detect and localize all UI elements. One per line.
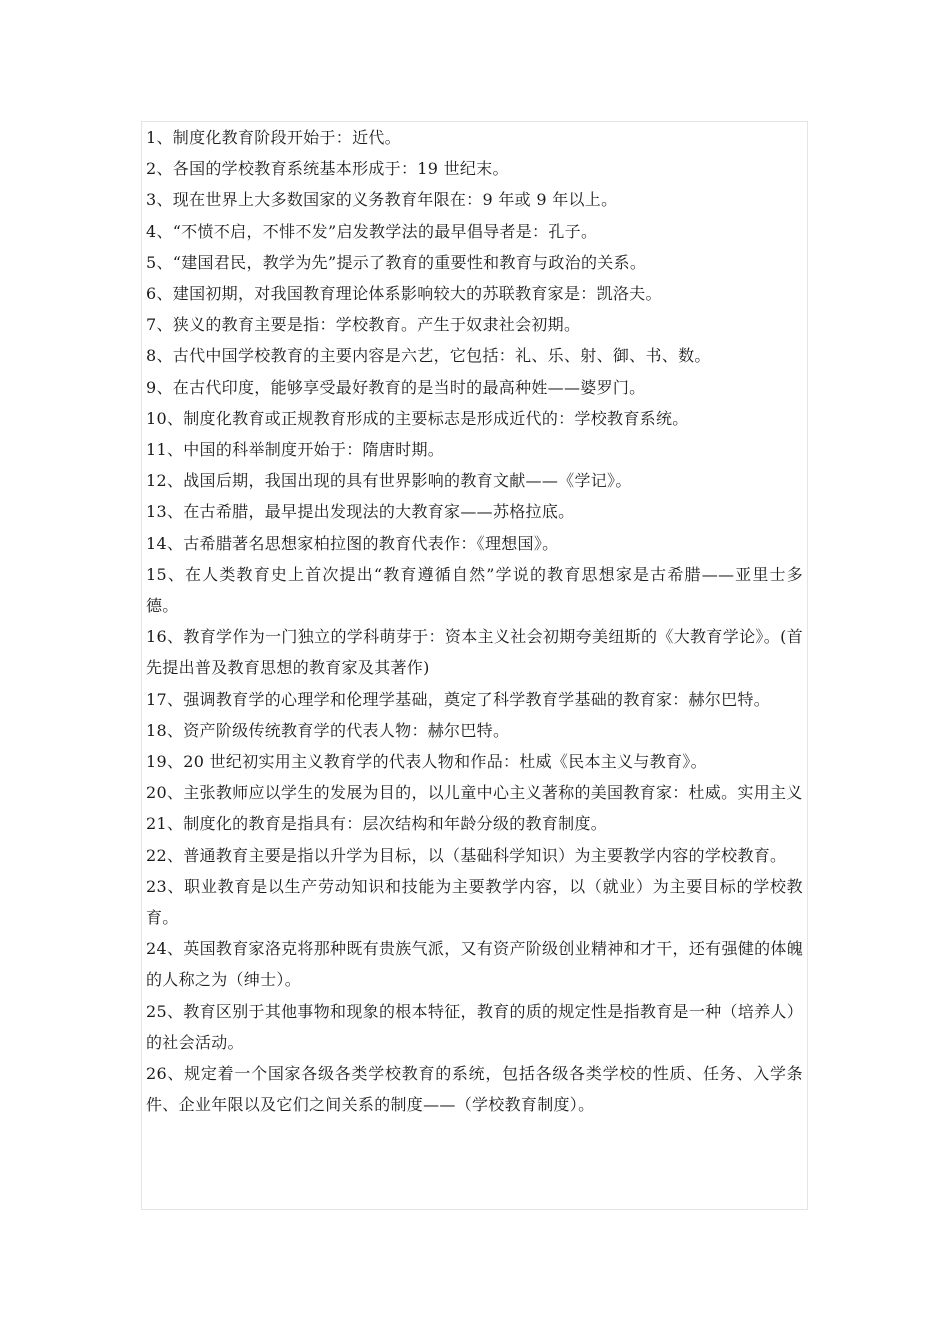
list-item: 9、在古代印度，能够享受最好教育的是当时的最高种姓——婆罗门。 [146,377,646,397]
list-item: 17、强调教育学的心理学和伦理学基础，奠定了科学教育学基础的教育家：赫尔巴特。 [146,689,771,709]
list-item: 4、“不愤不启，不悱不发”启发教学法的最早倡导者是：孔子。 [146,221,598,241]
list-item: 16、教育学作为一门独立的学科萌芽于：资本主义社会初期夸美纽斯的《大教育学论》。(首先提出普及教育思想的教育家及其著作) [146,627,803,678]
list-item: 2、各国的学校教育系统基本形成于：19 世纪末。 [146,159,509,179]
list-item: 19、20 世纪初实用主义教育学的代表人物和作品：杜威《民本主义与教育》。 [146,752,707,772]
document-text-box [141,121,808,1210]
list-item: 6、建国初期，对我国教育理论体系影响较大的苏联教育家是：凯洛夫。 [146,284,662,304]
list-item: 10、制度化教育或正规教育形成的主要标志是形成近代的：学校教育系统。 [146,408,689,428]
list-item: 7、狭义的教育主要是指：学校教育。产生于奴隶社会初期。 [146,315,581,335]
list-item: 24、英国教育家洛克将那种既有贵族气派，又有资产阶级创业精神和才干，还有强健的体魄的人称之为（绅士）。 [146,939,803,990]
list-item: 25、教育区别于其他事物和现象的根本特征，教育的质的规定性是指教育是一种（培养人）的社会活动。 [146,1001,803,1052]
list-item: 12、战国后期，我国出现的具有世界影响的教育文献——《学记》。 [146,471,632,491]
list-item: 11、中国的科举制度开始于：隋唐时期。 [146,440,445,460]
list-item: 3、现在世界上大多数国家的义务教育年限在：9 年或 9 年以上。 [146,190,618,210]
list-item: 20、主张教师应以学生的发展为目的，以儿童中心主义著称的美国教育家：杜威。实用主义 [146,783,803,803]
list-item: 1、制度化教育阶段开始于：近代。 [146,128,401,147]
list-item: 18、资产阶级传统教育学的代表人物：赫尔巴特。 [146,720,510,740]
list-item: 5、“建国君民，教学为先”提示了教育的重要性和教育与政治的关系。 [146,252,647,272]
list-item: 8、古代中国学校教育的主要内容是六艺，它包括：礼、乐、射、御、书、数。 [146,346,711,366]
list-item: 21、制度化的教育是指具有：层次结构和年龄分级的教育制度。 [146,814,608,834]
list-item: 14、古希腊著名思想家柏拉图的教育代表作：《理想国》。 [146,533,559,553]
list-item: 15、在人类教育史上首次提出“教育遵循自然”学说的教育思想家是古希腊——亚里士多德。 [146,564,803,616]
list-item: 22、普通教育主要是指以升学为目标，以（基础科学知识）为主要教学内容的学校教育。 [146,845,787,865]
list-item: 13、在古希腊，最早提出发现法的大教育家——苏格拉底。 [146,502,575,522]
list-item: 26、规定着一个国家各级各类学校教育的系统，包括各级各类学校的性质、任务、入学条件、企业年限以及它们之间关系的制度——（学校教育制度）。 [146,1064,803,1115]
list-item: 23、职业教育是以生产劳动知识和技能为主要教学内容，以（就业）为主要目标的学校教育。 [146,876,803,928]
